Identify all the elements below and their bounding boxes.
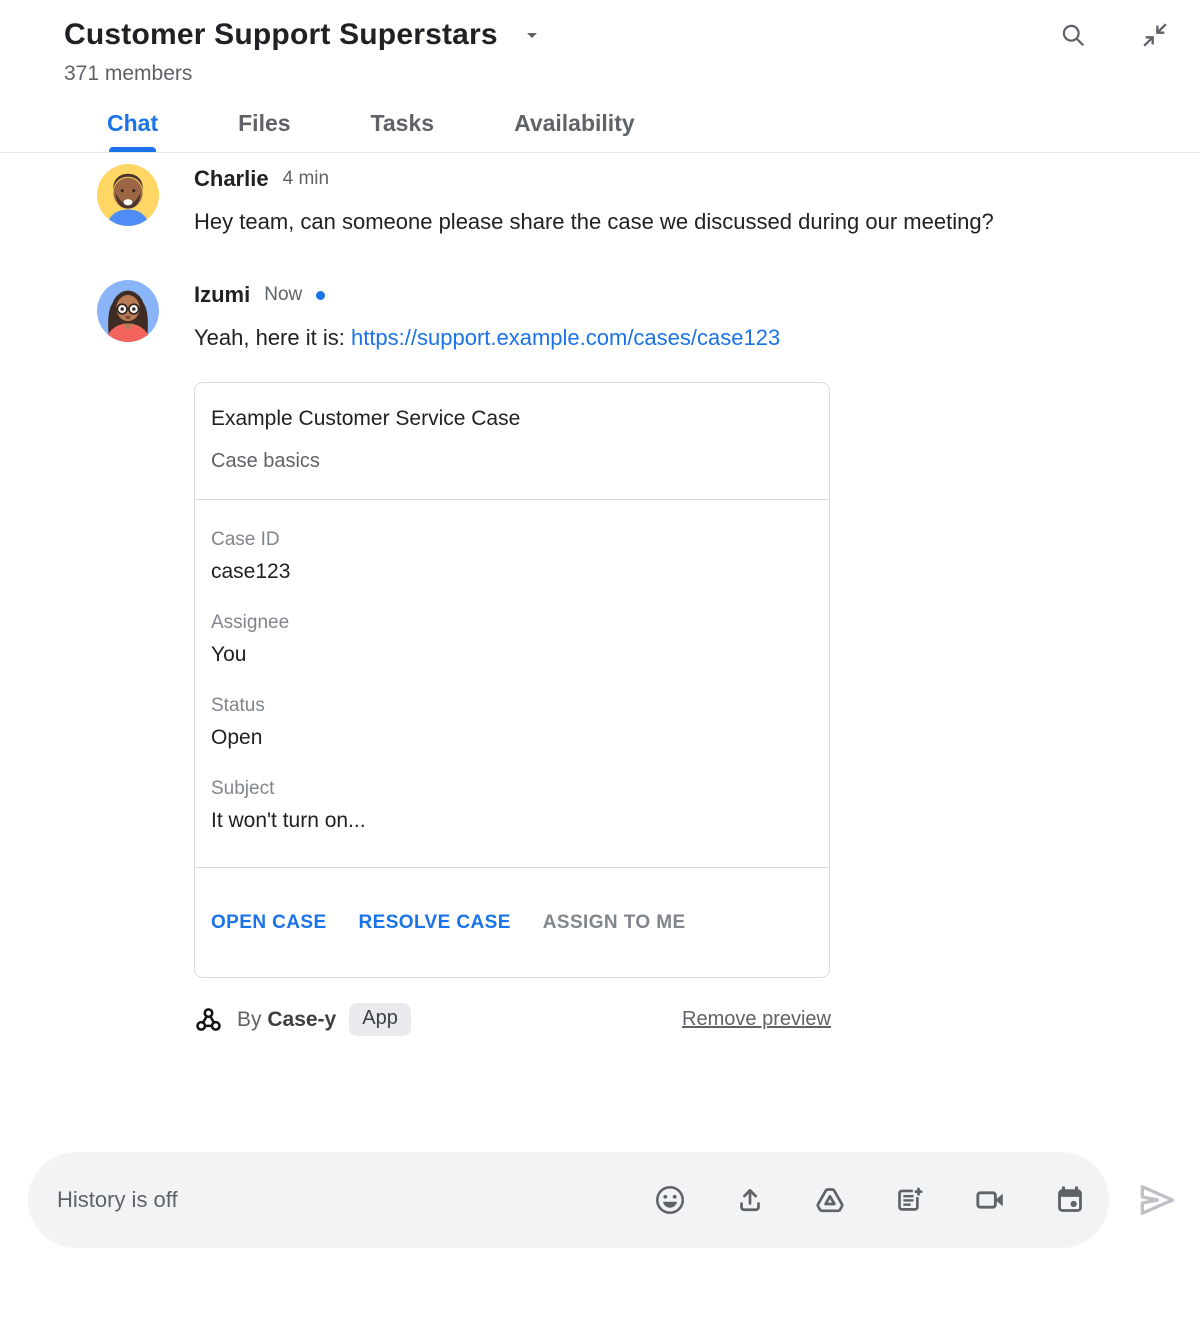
field-label: Status — [211, 695, 265, 716]
composer-pill[interactable] — [28, 1152, 1109, 1248]
field-assignee — [211, 612, 813, 667]
send-icon[interactable] — [1133, 1176, 1181, 1224]
field-value: It won't turn on... — [211, 809, 366, 832]
field-label: Subject — [211, 778, 275, 799]
message-timestamp: Now — [264, 284, 303, 305]
note-add-icon[interactable] — [893, 1183, 927, 1217]
card-subtitle: Case basics — [211, 450, 320, 472]
field-subject — [211, 778, 813, 833]
message-text: Hey team, can someone please share the case we discussed during our meeting? — [194, 209, 994, 234]
field-label: Assignee — [211, 612, 290, 633]
message-input[interactable] — [57, 1187, 653, 1213]
field-value: You — [211, 643, 247, 666]
message-izumi — [97, 280, 1200, 1036]
caret-down-icon[interactable] — [520, 23, 544, 47]
resolve-case-button[interactable]: RESOLVE CASE — [358, 911, 511, 933]
message-text — [194, 318, 831, 358]
open-case-button[interactable]: OPEN CASE — [211, 911, 327, 933]
webhook-icon — [194, 1005, 223, 1034]
field-value: Open — [211, 726, 263, 749]
sender-name[interactable]: Charlie — [194, 166, 269, 191]
tab-availability[interactable]: Availability — [514, 110, 635, 136]
member-count: 371 members — [64, 62, 193, 85]
field-value: case123 — [211, 560, 291, 583]
calendar-icon[interactable] — [1053, 1183, 1087, 1217]
message-charlie — [97, 164, 1200, 242]
tab-tasks[interactable]: Tasks — [370, 110, 435, 136]
field-label: Case ID — [211, 529, 280, 550]
drive-icon[interactable] — [813, 1183, 847, 1217]
tab-files[interactable]: Files — [238, 110, 291, 136]
message-list — [0, 153, 1200, 1036]
avatar-charlie[interactable] — [97, 164, 159, 226]
sender-name[interactable]: Izumi — [194, 282, 251, 307]
byline — [237, 1008, 336, 1032]
case-preview-card — [194, 382, 830, 978]
attribution-row — [194, 1003, 831, 1036]
tab-chat[interactable]: Chat — [107, 110, 158, 152]
assign-to-me-button[interactable]: ASSIGN TO ME — [542, 911, 686, 933]
message-text-prefix: Yeah, here it is: — [194, 325, 351, 350]
app-badge: App — [349, 1003, 411, 1036]
emoji-icon[interactable] — [653, 1183, 687, 1217]
upload-icon[interactable] — [733, 1183, 767, 1217]
card-title: Example Customer Service Case — [211, 407, 521, 430]
room-header — [0, 0, 1200, 153]
message-timestamp: 4 min — [282, 168, 330, 189]
search-icon[interactable] — [1058, 20, 1088, 50]
remove-preview-link[interactable]: Remove preview — [682, 1008, 831, 1030]
avatar-izumi[interactable] — [97, 280, 159, 342]
composer — [0, 1152, 1200, 1248]
room-title: Customer Support Superstars — [64, 18, 498, 51]
field-status — [211, 695, 813, 750]
tab-bar — [0, 86, 1200, 153]
unread-dot — [316, 291, 325, 300]
by-label: By — [237, 1007, 268, 1031]
app-name: Case-y — [267, 1007, 337, 1031]
field-case-id — [211, 529, 813, 584]
case-link[interactable]: https://support.example.com/cases/case123 — [350, 325, 781, 350]
collapse-icon[interactable] — [1140, 20, 1170, 50]
video-call-icon[interactable] — [973, 1183, 1007, 1217]
